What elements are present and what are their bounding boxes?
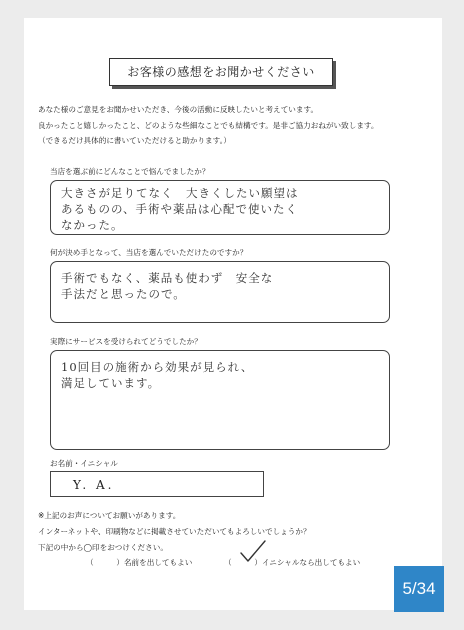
question-1-label: 当店を選ぶ前にどんなことで悩んでましたか？ <box>50 167 210 176</box>
answer-line: 10回目の施術から効果が見られ、 <box>61 360 254 374</box>
note-line: ※上記のお声についてお願いがあります。 <box>38 511 181 520</box>
note-line: インターネットや、印刷物などに掲載させていただいてもよろしいでしょうか？ <box>38 527 311 536</box>
name-field: Y. A. <box>50 471 264 497</box>
answer-line: 大きさが足りてなく 大きくしたい願望は <box>61 186 299 200</box>
intro-line: （できるだけ具体的に書いていただけると助かります。） <box>38 136 232 145</box>
answer-line: なかった。 <box>61 218 124 232</box>
intro-text <box>38 102 379 149</box>
answer-line: 手術でもなく、薬品も使わず 安全な <box>61 271 274 285</box>
intro-line: あなた様のご意見をお聞かせいただき、今後の活動に反映したいと考えています。 <box>38 105 319 114</box>
page-indicator-badge: 5/34 <box>394 566 444 612</box>
answer-2-box <box>50 261 390 323</box>
question-3-label: 実際にサービスを受けられてどうでしたか？ <box>50 337 202 346</box>
option-initials-ok: （ ）イニシャルなら出してもよい <box>224 558 361 567</box>
name-label: お名前・イニシャル <box>50 459 118 468</box>
answer-3-box <box>50 350 390 450</box>
answer-line: 手法だと思ったので。 <box>61 287 186 301</box>
checkmark-icon <box>238 539 268 565</box>
page-title: お客様の感想をお聞かせください <box>109 58 333 86</box>
option-name-ok: （ ）名前を出してもよい <box>86 558 193 567</box>
note-line: 下記の中から◯印をおつけください。 <box>38 543 168 552</box>
answer-line: あるものの、手術や薬品は心配で使いたく <box>61 202 299 216</box>
consent-notes <box>38 508 311 556</box>
intro-line: 良かったこと嬉しかったこと、どのような些細なことでも結構です。是非ご協力おねがい致します。 <box>38 120 379 130</box>
answer-1-box <box>50 180 390 235</box>
questionnaire-sheet <box>24 18 442 610</box>
answer-line: 満足しています。 <box>61 376 161 390</box>
question-2-label: 何が決め手となって、当店を選んでいただけたのですか？ <box>50 248 248 257</box>
